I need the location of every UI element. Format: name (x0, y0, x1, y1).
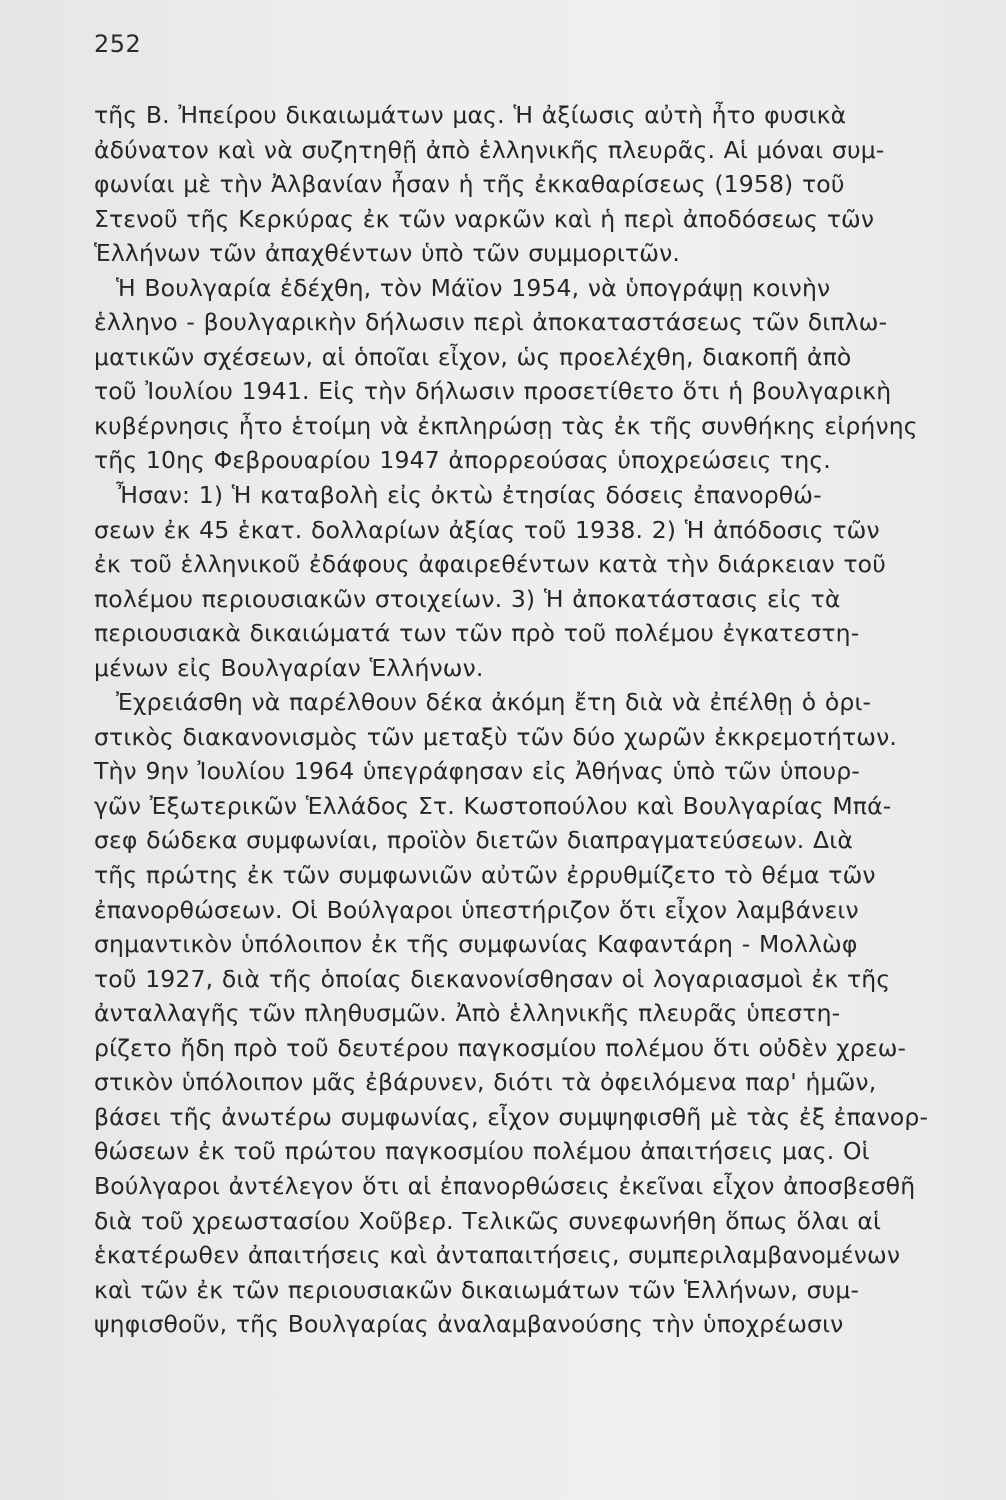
text-line: πολέμου περιουσιακῶν στοιχείων. 3) Ἡ ἀποκατάστασις εἰς τὰ (94, 584, 841, 613)
page-number: 252 (94, 30, 142, 58)
text-line: κυβέρνησις ἦτο ἑτοίμη νὰ ἐκπληρώσῃ τὰς ἐκ τῆς συνθήκης εἰρήνης (94, 411, 918, 440)
text-line: τῆς Β. Ἠπείρου δικαιωμάτων μας. Ἡ ἀξίωσις αὐτὴ ἦτο φυσικὰ (94, 101, 847, 129)
text-line: ἑλληνο - βουλγαρικὴν δήλωσιν περὶ ἀποκαταστάσεως τῶν διπλω- (94, 308, 888, 337)
text-line: βάσει τῆς ἀνωτέρω συμφωνίας, εἶχον συμψηφισθῆ μὲ τὰς ἐξ ἐπανορ- (94, 1102, 929, 1131)
text-line: Ἐχρειάσθη νὰ παρέλθουν δέκα ἀκόμη ἔτη διὰ νὰ ἐπέλθῃ ὁ ὁρι- (116, 688, 872, 717)
text-line: Ἦσαν: 1) Ἡ καταβολὴ εἰς ὀκτὼ ἐτησίας δόσεις ἐπανορθώ- (116, 481, 822, 510)
text-line: στικὸς διακανονισμὸς τῶν μεταξὺ τῶν δύο χωρῶν ἐκκρεμοτήτων. (94, 722, 897, 751)
text-line: σεων ἐκ 45 ἑκατ. δολλαρίων ἀξίας τοῦ 1938. 2) Ἡ ἀπόδοσις τῶν (94, 515, 880, 544)
body-text (94, 98, 974, 1342)
text-line: ἐκ τοῦ ἑλληνικοῦ ἐδάφους ἀφαιρεθέντων κατὰ τὴν διάρκειαν τοῦ (94, 550, 886, 579)
text-line: ψηφισθοῦν, τῆς Βουλγαρίας ἀναλαμβανούσης τὴν ὑποχρέωσιν (94, 1310, 844, 1339)
text-line: στικὸν ὑπόλοιπον μᾶς ἐβάρυνεν, διότι τὰ ὀφειλόμενα παρ' ἡμῶν, (94, 1068, 877, 1097)
text-line: ἑκατέρωθεν ἀπαιτήσεις καὶ ἀνταπαιτήσεις, συμπεριλαμβανομένων (94, 1241, 901, 1270)
text-line: ματικῶν σχέσεων, αἱ ὁποῖαι εἶχον, ὡς προελέχθη, διακοπῆ ἀπὸ (94, 342, 852, 371)
text-line: σεφ δώδεκα συμφωνίαι, προϊὸν διετῶν διαπραγματεύσεων. Διὰ (94, 826, 854, 855)
text-line: περιουσιακὰ δικαιώματά των τῶν πρὸ τοῦ πολέμου ἐγκατεστη- (94, 619, 860, 648)
text-line: σημαντικὸν ὑπόλοιπον ἐκ τῆς συμφωνίας Καφαντάρη - Μολλὼφ (94, 930, 858, 959)
text-line: τοῦ 1927, διὰ τῆς ὁποίας διεκανονίσθησαν οἱ λογαριασμοὶ ἐκ τῆς (94, 964, 891, 993)
text-line: διὰ τοῦ χρεωστασίου Χοῦβερ. Τελικῶς συνεφωνήθη ὅπως ὅλαι αἱ (94, 1206, 882, 1235)
text-line: τῆς πρώτης ἐκ τῶν συμφωνιῶν αὐτῶν ἐρρυθμίζετο τὸ θέμα τῶν (94, 861, 876, 890)
text-line: ἀνταλλαγῆς τῶν πληθυσμῶν. Ἀπὸ ἑλληνικῆς πλευρᾶς ὑπεστη- (94, 999, 841, 1028)
text-line: θώσεων ἐκ τοῦ πρώτου παγκοσμίου πολέμου ἀπαιτήσεις μας. Οἱ (94, 1137, 870, 1166)
text-line: τῆς 10ης Φεβρουαρίου 1947 ἀπορρεούσας ὑποχρεώσεις της. (94, 446, 831, 475)
text-line: ἐπανορθώσεων. Οἱ Βούλγαροι ὑπεστήριζον ὅτι εἶχον λαμβάνειν (94, 895, 859, 924)
text-line: μένων εἰς Βουλγαρίαν Ἑλλήνων. (94, 653, 484, 682)
text-line: γῶν Ἐξωτερικῶν Ἑλλάδος Στ. Κωστοπούλου καὶ Βουλγαρίας Μπά- (94, 791, 892, 820)
text-line: Στενοῦ τῆς Κερκύρας ἐκ τῶν ναρκῶν καὶ ἡ περὶ ἀποδόσεως τῶν (94, 204, 875, 233)
text-line: Τὴν 9ην Ἰουλίου 1964 ὑπεγράφησαν εἰς Ἀθήνας ὑπὸ τῶν ὑπουρ- (94, 757, 860, 786)
text-line: ρίζετο ἤδη πρὸ τοῦ δευτέρου παγκοσμίου πολέμου ὅτι οὐδὲν χρεω- (94, 1033, 907, 1062)
text-line: Ἑλλήνων τῶν ἀπαχθέντων ὑπὸ τῶν συμμοριτῶν. (94, 239, 680, 268)
text-line: καὶ τῶν ἐκ τῶν περιουσιακῶν δικαιωμάτων τῶν Ἑλλήνων, συμ- (94, 1275, 860, 1304)
text-line: Βούλγαροι ἀντέλεγον ὅτι αἱ ἐπανορθώσεις ἐκεῖναι εἶχον ἀποσβεσθῆ (94, 1171, 916, 1200)
text-line: ἀδύνατον καὶ νὰ συζητηθῇ ἀπὸ ἑλληνικῆς πλευρᾶς. Αἱ μόναι συμ- (94, 135, 885, 164)
text-line: τοῦ Ἰουλίου 1941. Εἰς τὴν δήλωσιν προσετίθετο ὅτι ἡ βουλγαρικὴ (94, 377, 892, 406)
text-line: Ἡ Βουλγαρία ἐδέχθη, τὸν Μάϊον 1954, νὰ ὑπογράψῃ κοινὴν (116, 273, 831, 302)
text-line: φωνίαι μὲ τὴν Ἀλβανίαν ἦσαν ἡ τῆς ἐκκαθαρίσεως (1958) τοῦ (94, 170, 845, 199)
